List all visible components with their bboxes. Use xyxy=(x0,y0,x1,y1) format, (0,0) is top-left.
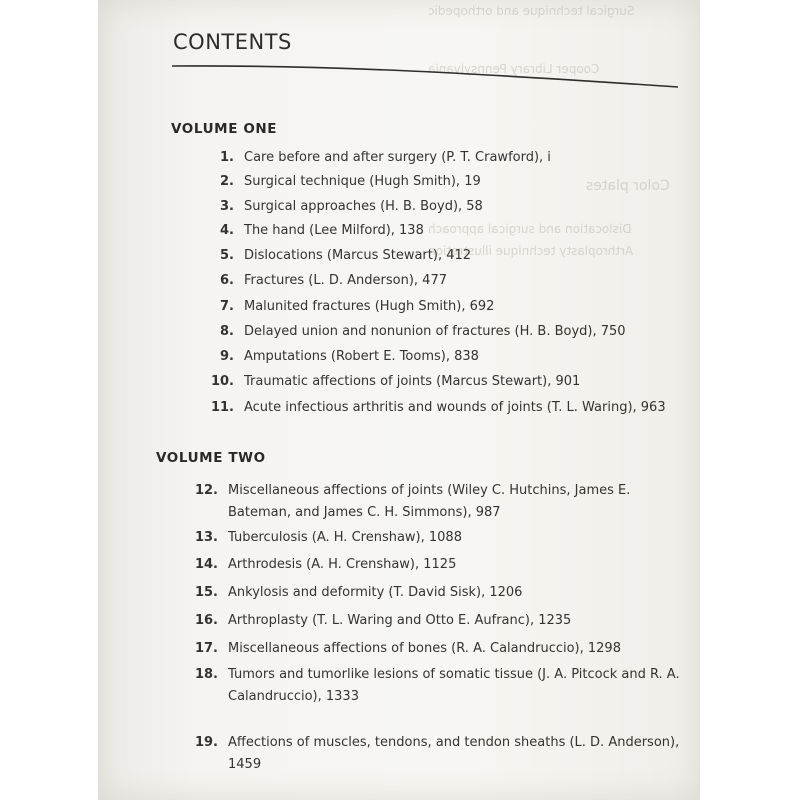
entry-number: 13. xyxy=(194,530,218,545)
toc-entry xyxy=(200,270,447,292)
entry-text: Arthrodesis (A. H. Crenshaw), 1125 xyxy=(228,557,457,572)
bleed-through-text: Dislocation and surgical approach xyxy=(428,222,632,236)
toc-entry xyxy=(184,527,462,549)
toc-entry xyxy=(200,147,551,169)
toc-entry xyxy=(200,371,580,393)
entry-number: 15. xyxy=(194,585,218,600)
entry-text: Tuberculosis (A. H. Crenshaw), 1088 xyxy=(228,530,462,545)
entry-text: The hand (Lee Milford), 138 xyxy=(244,223,424,238)
entry-text: Surgical technique (Hugh Smith), 19 xyxy=(244,174,481,189)
entry-number: 19. xyxy=(194,735,218,750)
entry-text: Dislocations (Marcus Stewart), 412 xyxy=(244,248,472,263)
toc-entry xyxy=(184,480,678,524)
entry-text: Amputations (Robert E. Tooms), 838 xyxy=(244,349,479,364)
entry-number: 4. xyxy=(220,223,234,238)
entry-text: Traumatic affections of joints (Marcus Stewart), 901 xyxy=(244,374,581,389)
entry-number: 14. xyxy=(194,557,218,572)
page-title: CONTENTS xyxy=(173,30,292,54)
entry-number: 11. xyxy=(210,400,234,415)
entry-number: 7. xyxy=(220,299,234,314)
toc-entry xyxy=(200,321,626,343)
volume-one-heading: VOLUME ONE xyxy=(171,121,278,137)
entry-number: 1. xyxy=(220,150,234,165)
toc-entry xyxy=(184,664,698,708)
book-page xyxy=(98,0,700,800)
entry-text: Miscellaneous affections of joints (Wiley C. Hutchins, James E. Bateman, and James C. H. Simmons), 987 xyxy=(228,483,631,520)
entry-text: Surgical approaches (H. B. Boyd), 58 xyxy=(244,199,483,214)
entry-number: 12. xyxy=(194,483,218,498)
entry-text: Malunited fractures (Hugh Smith), 692 xyxy=(244,299,495,314)
entry-text: Ankylosis and deformity (T. David Sisk), 1206 xyxy=(228,585,523,600)
entry-number: 5. xyxy=(220,248,234,263)
bleed-through-text: Cooper Library Pennsylvania xyxy=(428,62,600,76)
volume-two-heading: VOLUME TWO xyxy=(156,450,266,466)
entry-number: 2. xyxy=(220,174,234,189)
bleed-through-text: Arthroplasty technique illustration xyxy=(428,244,634,258)
entry-number: 10. xyxy=(210,374,234,389)
toc-entry xyxy=(200,346,479,368)
entry-text: Fractures (L. D. Anderson), 477 xyxy=(244,273,447,288)
toc-entry xyxy=(200,171,481,193)
toc-entry xyxy=(200,397,666,419)
toc-entry xyxy=(200,196,483,218)
entry-text: Arthroplasty (T. L. Waring and Otto E. Aufranc), 1235 xyxy=(228,613,572,628)
toc-entry xyxy=(184,582,522,604)
entry-number: 3. xyxy=(220,199,234,214)
toc-entry xyxy=(184,610,571,632)
title-rule xyxy=(172,63,678,89)
entry-number: 18. xyxy=(194,667,218,682)
entry-text: Delayed union and nonunion of fractures (H. B. Boyd), 750 xyxy=(244,324,626,339)
toc-entry xyxy=(184,638,621,660)
entry-number: 6. xyxy=(220,273,234,288)
entry-text: Tumors and tumorlike lesions of somatic tissue (J. A. Pitcock and R. A. Calandruccio), 1333 xyxy=(228,667,680,704)
toc-entry xyxy=(200,245,471,267)
entry-number: 17. xyxy=(194,641,218,656)
entry-number: 8. xyxy=(220,324,234,339)
entry-number: 9. xyxy=(220,349,234,364)
entry-text: Miscellaneous affections of bones (R. A. Calandruccio), 1298 xyxy=(228,641,621,656)
toc-entry xyxy=(184,554,456,576)
entry-text: Acute infectious arthritis and wounds of joints (T. L. Waring), 963 xyxy=(244,400,666,415)
toc-entry xyxy=(200,220,424,242)
entry-text: Care before and after surgery (P. T. Crawford), i xyxy=(244,150,551,165)
bleed-through-text: Color plates xyxy=(586,178,670,194)
bleed-through-text: Surgical technique and orthopedic xyxy=(428,4,635,18)
entry-number: 16. xyxy=(194,613,218,628)
toc-entry xyxy=(184,732,698,776)
entry-text: Affections of muscles, tendons, and tendon sheaths (L. D. Anderson), 1459 xyxy=(228,735,680,772)
toc-entry xyxy=(200,296,494,318)
